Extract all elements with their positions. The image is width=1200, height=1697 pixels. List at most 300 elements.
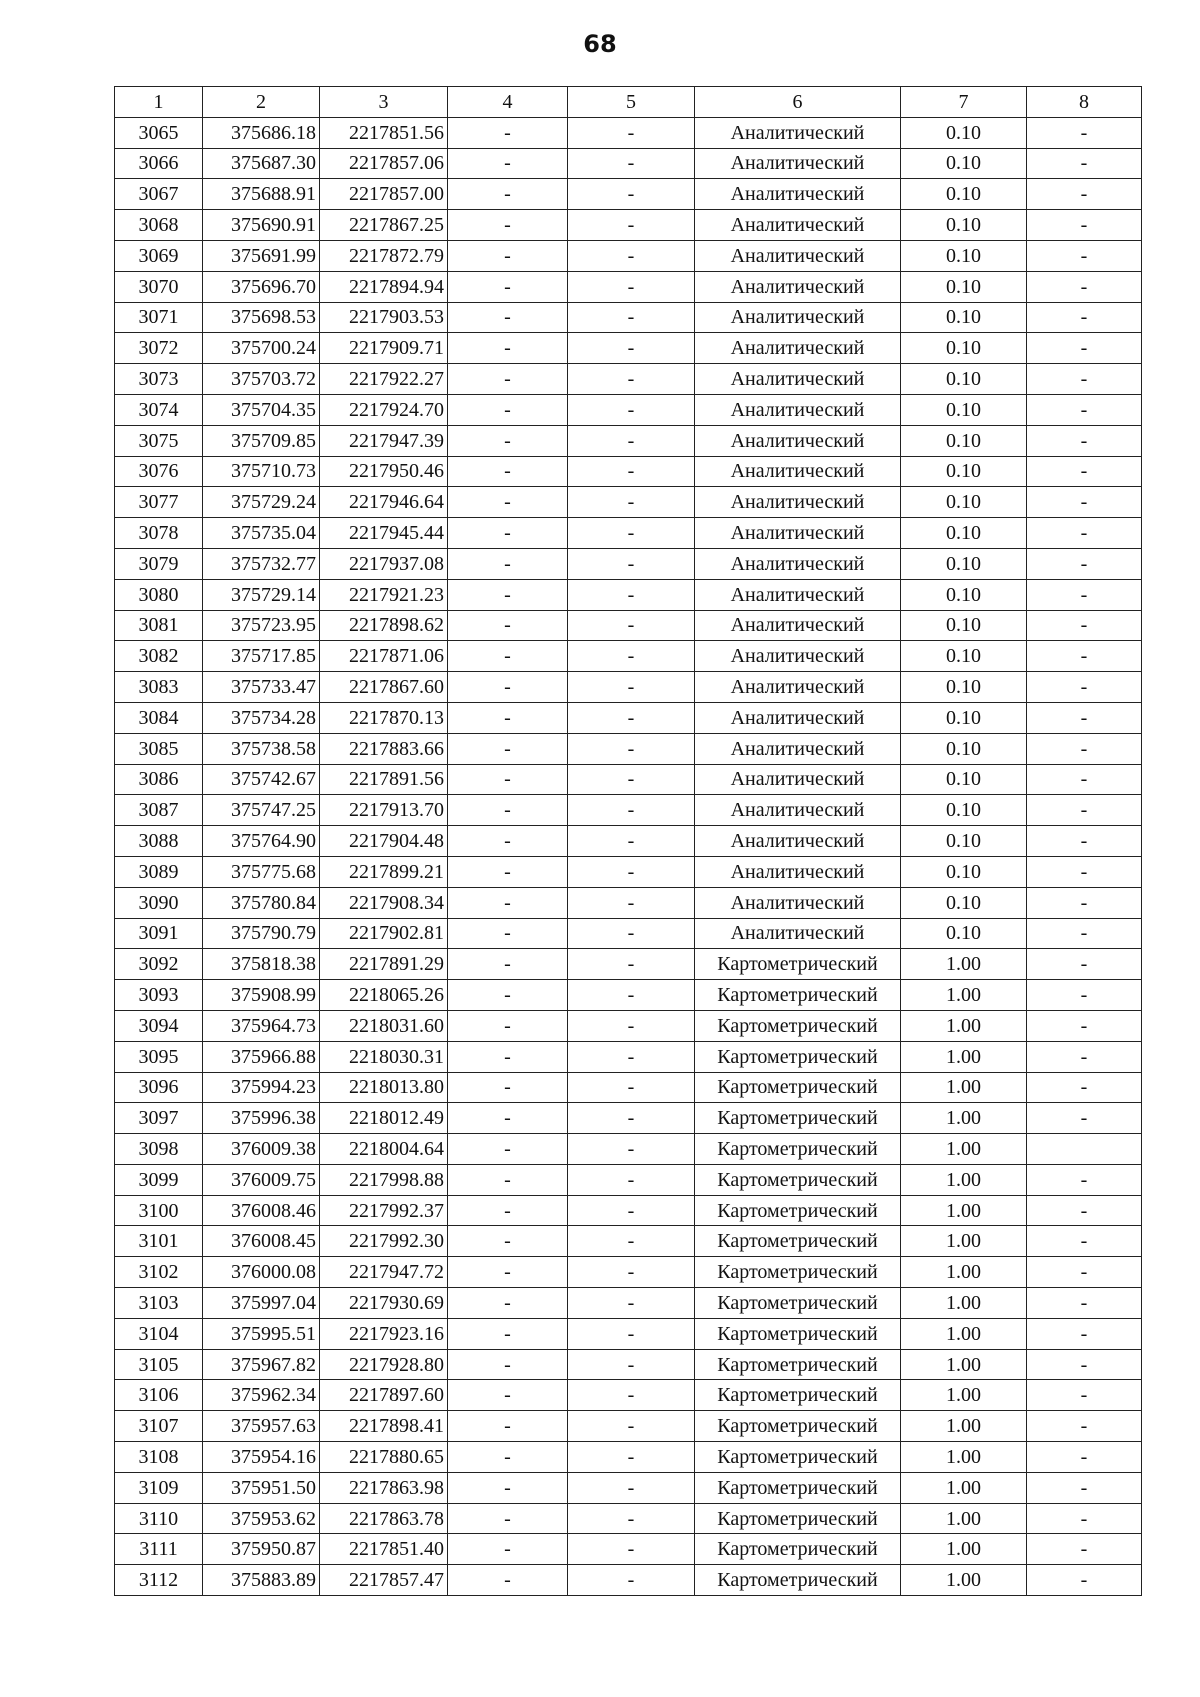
x-coordinate-cell: 375996.38: [203, 1103, 320, 1134]
x-coordinate-cell: 375966.88: [203, 1041, 320, 1072]
table-row: [115, 1349, 1142, 1380]
accuracy-cell: 1.00: [901, 1349, 1027, 1380]
accuracy-cell: 0.10: [901, 394, 1027, 425]
col8-cell: -: [1027, 795, 1142, 826]
point-number-cell: 3088: [115, 826, 203, 857]
col5-cell: -: [568, 949, 695, 980]
col4-cell: -: [448, 394, 568, 425]
y-coordinate-cell: 2217904.48: [320, 826, 448, 857]
x-coordinate-cell: 375723.95: [203, 610, 320, 641]
col4-cell: -: [448, 1503, 568, 1534]
table-row: [115, 1503, 1142, 1534]
table-row: [115, 1072, 1142, 1103]
y-coordinate-cell: 2217992.37: [320, 1195, 448, 1226]
y-coordinate-cell: 2217867.60: [320, 672, 448, 703]
col8-cell: -: [1027, 240, 1142, 271]
col8-cell: -: [1027, 702, 1142, 733]
col4-cell: -: [448, 333, 568, 364]
col5-cell: -: [568, 1195, 695, 1226]
point-number-cell: 3087: [115, 795, 203, 826]
col4-cell: -: [448, 148, 568, 179]
col5-cell: -: [568, 1503, 695, 1534]
accuracy-cell: 1.00: [901, 1257, 1027, 1288]
x-coordinate-cell: 375964.73: [203, 1010, 320, 1041]
col5-cell: -: [568, 117, 695, 148]
x-coordinate-cell: 375883.89: [203, 1565, 320, 1596]
y-coordinate-cell: 2217857.47: [320, 1565, 448, 1596]
col4-cell: -: [448, 702, 568, 733]
y-coordinate-cell: 2217908.34: [320, 887, 448, 918]
y-coordinate-cell: 2217898.41: [320, 1411, 448, 1442]
col5-cell: -: [568, 364, 695, 395]
accuracy-cell: 1.00: [901, 1195, 1027, 1226]
col5-cell: -: [568, 795, 695, 826]
col5-cell: -: [568, 1103, 695, 1134]
y-coordinate-cell: 2218004.64: [320, 1134, 448, 1165]
y-coordinate-cell: 2217883.66: [320, 733, 448, 764]
col5-cell: -: [568, 548, 695, 579]
point-number-cell: 3077: [115, 487, 203, 518]
point-number-cell: 3093: [115, 980, 203, 1011]
col5-cell: -: [568, 826, 695, 857]
y-coordinate-cell: 2217913.70: [320, 795, 448, 826]
point-number-cell: 3103: [115, 1288, 203, 1319]
table-row: [115, 579, 1142, 610]
accuracy-cell: 1.00: [901, 1503, 1027, 1534]
col5-cell: -: [568, 1442, 695, 1473]
method-cell: Аналитический: [695, 641, 901, 672]
table-row: [115, 1472, 1142, 1503]
col8-cell: -: [1027, 1503, 1142, 1534]
col5-cell: -: [568, 1072, 695, 1103]
point-number-cell: 3075: [115, 425, 203, 456]
table-row: [115, 487, 1142, 518]
col5-cell: -: [568, 1349, 695, 1380]
accuracy-cell: 0.10: [901, 456, 1027, 487]
col4-cell: -: [448, 210, 568, 241]
col8-cell: -: [1027, 1318, 1142, 1349]
col8-cell: -: [1027, 518, 1142, 549]
table-row: [115, 641, 1142, 672]
point-number-cell: 3084: [115, 702, 203, 733]
y-coordinate-cell: 2217950.46: [320, 456, 448, 487]
col4-cell: -: [448, 1565, 568, 1596]
x-coordinate-cell: 375688.91: [203, 179, 320, 210]
accuracy-cell: 0.10: [901, 518, 1027, 549]
col4-cell: -: [448, 240, 568, 271]
col8-cell: -: [1027, 302, 1142, 333]
method-cell: Аналитический: [695, 333, 901, 364]
method-cell: Картометрический: [695, 1349, 901, 1380]
col8-cell: -: [1027, 672, 1142, 703]
accuracy-cell: 0.10: [901, 487, 1027, 518]
point-number-cell: 3110: [115, 1503, 203, 1534]
page-number: 68: [583, 30, 617, 58]
x-coordinate-cell: 375775.68: [203, 856, 320, 887]
col4-cell: -: [448, 1010, 568, 1041]
x-coordinate-cell: 375818.38: [203, 949, 320, 980]
col8-cell: [1027, 1134, 1142, 1165]
col8-cell: -: [1027, 764, 1142, 795]
y-coordinate-cell: 2217851.56: [320, 117, 448, 148]
x-coordinate-cell: 375995.51: [203, 1318, 320, 1349]
col5-cell: -: [568, 425, 695, 456]
point-number-cell: 3096: [115, 1072, 203, 1103]
column-header: 2: [203, 87, 320, 118]
y-coordinate-cell: 2217992.30: [320, 1226, 448, 1257]
y-coordinate-cell: 2217851.40: [320, 1534, 448, 1565]
table-row: [115, 1380, 1142, 1411]
method-cell: Аналитический: [695, 487, 901, 518]
accuracy-cell: 0.10: [901, 918, 1027, 949]
col4-cell: -: [448, 856, 568, 887]
point-number-cell: 3072: [115, 333, 203, 364]
y-coordinate-cell: 2217903.53: [320, 302, 448, 333]
method-cell: Аналитический: [695, 425, 901, 456]
accuracy-cell: 0.10: [901, 887, 1027, 918]
accuracy-cell: 1.00: [901, 1164, 1027, 1195]
col8-cell: -: [1027, 1565, 1142, 1596]
x-coordinate-cell: 375704.35: [203, 394, 320, 425]
x-coordinate-cell: 375962.34: [203, 1380, 320, 1411]
col8-cell: -: [1027, 610, 1142, 641]
table-row: [115, 1565, 1142, 1596]
col4-cell: -: [448, 456, 568, 487]
col8-cell: -: [1027, 394, 1142, 425]
accuracy-cell: 0.10: [901, 425, 1027, 456]
y-coordinate-cell: 2217945.44: [320, 518, 448, 549]
accuracy-cell: 0.10: [901, 302, 1027, 333]
method-cell: Картометрический: [695, 949, 901, 980]
col8-cell: -: [1027, 949, 1142, 980]
x-coordinate-cell: 375690.91: [203, 210, 320, 241]
table-row: [115, 1226, 1142, 1257]
col4-cell: -: [448, 518, 568, 549]
y-coordinate-cell: 2217867.25: [320, 210, 448, 241]
point-number-cell: 3092: [115, 949, 203, 980]
accuracy-cell: 1.00: [901, 949, 1027, 980]
accuracy-cell: 1.00: [901, 1103, 1027, 1134]
table-row: [115, 856, 1142, 887]
col5-cell: -: [568, 210, 695, 241]
method-cell: Аналитический: [695, 394, 901, 425]
column-header: 5: [568, 87, 695, 118]
col4-cell: -: [448, 1041, 568, 1072]
method-cell: Картометрический: [695, 1103, 901, 1134]
col5-cell: -: [568, 1134, 695, 1165]
y-coordinate-cell: 2217898.62: [320, 610, 448, 641]
column-header: 3: [320, 87, 448, 118]
x-coordinate-cell: 375691.99: [203, 240, 320, 271]
point-number-cell: 3111: [115, 1534, 203, 1565]
col4-cell: -: [448, 1442, 568, 1473]
y-coordinate-cell: 2217928.80: [320, 1349, 448, 1380]
x-coordinate-cell: 375729.14: [203, 579, 320, 610]
accuracy-cell: 0.10: [901, 210, 1027, 241]
point-number-cell: 3066: [115, 148, 203, 179]
col8-cell: -: [1027, 1349, 1142, 1380]
col5-cell: -: [568, 456, 695, 487]
col5-cell: -: [568, 1226, 695, 1257]
col4-cell: -: [448, 641, 568, 672]
accuracy-cell: 1.00: [901, 980, 1027, 1011]
x-coordinate-cell: 375790.79: [203, 918, 320, 949]
method-cell: Аналитический: [695, 456, 901, 487]
table-row: [115, 1318, 1142, 1349]
y-coordinate-cell: 2217863.78: [320, 1503, 448, 1534]
accuracy-cell: 1.00: [901, 1534, 1027, 1565]
method-cell: Аналитический: [695, 887, 901, 918]
col4-cell: -: [448, 1103, 568, 1134]
method-cell: Аналитический: [695, 702, 901, 733]
x-coordinate-cell: 375738.58: [203, 733, 320, 764]
col4-cell: -: [448, 826, 568, 857]
point-number-cell: 3069: [115, 240, 203, 271]
col5-cell: -: [568, 1380, 695, 1411]
point-number-cell: 3089: [115, 856, 203, 887]
col5-cell: -: [568, 148, 695, 179]
col5-cell: -: [568, 579, 695, 610]
col4-cell: -: [448, 1380, 568, 1411]
table-row: [115, 210, 1142, 241]
y-coordinate-cell: 2218012.49: [320, 1103, 448, 1134]
x-coordinate-cell: 375994.23: [203, 1072, 320, 1103]
table-row: [115, 179, 1142, 210]
col5-cell: -: [568, 240, 695, 271]
y-coordinate-cell: 2217870.13: [320, 702, 448, 733]
point-number-cell: 3094: [115, 1010, 203, 1041]
method-cell: Аналитический: [695, 210, 901, 241]
col4-cell: -: [448, 364, 568, 395]
y-coordinate-cell: 2217871.06: [320, 641, 448, 672]
accuracy-cell: 1.00: [901, 1380, 1027, 1411]
table-row: [115, 733, 1142, 764]
col8-cell: -: [1027, 1195, 1142, 1226]
col5-cell: -: [568, 1318, 695, 1349]
point-number-cell: 3081: [115, 610, 203, 641]
col8-cell: -: [1027, 1010, 1142, 1041]
y-coordinate-cell: 2217998.88: [320, 1164, 448, 1195]
point-number-cell: 3100: [115, 1195, 203, 1226]
x-coordinate-cell: 376009.75: [203, 1164, 320, 1195]
table-row: [115, 548, 1142, 579]
table-row: [115, 1103, 1142, 1134]
col5-cell: -: [568, 1164, 695, 1195]
col8-cell: -: [1027, 856, 1142, 887]
col4-cell: -: [448, 1195, 568, 1226]
table-row: [115, 1411, 1142, 1442]
y-coordinate-cell: 2218013.80: [320, 1072, 448, 1103]
accuracy-cell: 0.10: [901, 641, 1027, 672]
method-cell: Аналитический: [695, 548, 901, 579]
col5-cell: -: [568, 918, 695, 949]
point-number-cell: 3106: [115, 1380, 203, 1411]
point-number-cell: 3104: [115, 1318, 203, 1349]
method-cell: Аналитический: [695, 579, 901, 610]
accuracy-cell: 0.10: [901, 179, 1027, 210]
point-number-cell: 3098: [115, 1134, 203, 1165]
col8-cell: -: [1027, 487, 1142, 518]
method-cell: Картометрический: [695, 1288, 901, 1319]
method-cell: Картометрический: [695, 1534, 901, 1565]
method-cell: Аналитический: [695, 179, 901, 210]
accuracy-cell: 1.00: [901, 1565, 1027, 1596]
table-row: [115, 518, 1142, 549]
col8-cell: -: [1027, 1472, 1142, 1503]
col5-cell: -: [568, 333, 695, 364]
method-cell: Картометрический: [695, 1565, 901, 1596]
column-header: 1: [115, 87, 203, 118]
column-header: 7: [901, 87, 1027, 118]
y-coordinate-cell: 2217902.81: [320, 918, 448, 949]
point-number-cell: 3095: [115, 1041, 203, 1072]
method-cell: Аналитический: [695, 302, 901, 333]
accuracy-cell: 0.10: [901, 271, 1027, 302]
point-number-cell: 3086: [115, 764, 203, 795]
method-cell: Аналитический: [695, 764, 901, 795]
x-coordinate-cell: 375957.63: [203, 1411, 320, 1442]
y-coordinate-cell: 2217937.08: [320, 548, 448, 579]
x-coordinate-cell: 375951.50: [203, 1472, 320, 1503]
y-coordinate-cell: 2217947.39: [320, 425, 448, 456]
point-number-cell: 3109: [115, 1472, 203, 1503]
accuracy-cell: 0.10: [901, 826, 1027, 857]
y-coordinate-cell: 2217857.00: [320, 179, 448, 210]
x-coordinate-cell: 375729.24: [203, 487, 320, 518]
x-coordinate-cell: 375735.04: [203, 518, 320, 549]
col8-cell: -: [1027, 179, 1142, 210]
col8-cell: -: [1027, 1380, 1142, 1411]
col8-cell: -: [1027, 826, 1142, 857]
method-cell: Картометрический: [695, 1010, 901, 1041]
col4-cell: -: [448, 548, 568, 579]
y-coordinate-cell: 2217909.71: [320, 333, 448, 364]
accuracy-cell: 0.10: [901, 733, 1027, 764]
col4-cell: -: [448, 579, 568, 610]
table-row: [115, 1257, 1142, 1288]
table-row: [115, 1534, 1142, 1565]
col5-cell: -: [568, 518, 695, 549]
accuracy-cell: 0.10: [901, 764, 1027, 795]
x-coordinate-cell: 376008.45: [203, 1226, 320, 1257]
x-coordinate-cell: 375742.67: [203, 764, 320, 795]
method-cell: Картометрический: [695, 980, 901, 1011]
y-coordinate-cell: 2218065.26: [320, 980, 448, 1011]
table-row: [115, 826, 1142, 857]
column-header: 8: [1027, 87, 1142, 118]
point-number-cell: 3080: [115, 579, 203, 610]
method-cell: Картометрический: [695, 1257, 901, 1288]
point-number-cell: 3091: [115, 918, 203, 949]
table-row: [115, 425, 1142, 456]
col5-cell: -: [568, 610, 695, 641]
col5-cell: -: [568, 271, 695, 302]
col5-cell: -: [568, 702, 695, 733]
y-coordinate-cell: 2217880.65: [320, 1442, 448, 1473]
point-number-cell: 3079: [115, 548, 203, 579]
method-cell: Аналитический: [695, 240, 901, 271]
col4-cell: -: [448, 1134, 568, 1165]
point-number-cell: 3083: [115, 672, 203, 703]
x-coordinate-cell: 375698.53: [203, 302, 320, 333]
y-coordinate-cell: 2218030.31: [320, 1041, 448, 1072]
col4-cell: -: [448, 1349, 568, 1380]
accuracy-cell: 0.10: [901, 702, 1027, 733]
y-coordinate-cell: 2217897.60: [320, 1380, 448, 1411]
y-coordinate-cell: 2217924.70: [320, 394, 448, 425]
col8-cell: -: [1027, 1103, 1142, 1134]
table-row: [115, 764, 1142, 795]
col5-cell: -: [568, 1534, 695, 1565]
x-coordinate-cell: 375734.28: [203, 702, 320, 733]
accuracy-cell: 0.10: [901, 579, 1027, 610]
column-header: 4: [448, 87, 568, 118]
col8-cell: -: [1027, 1226, 1142, 1257]
table-row: [115, 672, 1142, 703]
col8-cell: -: [1027, 1164, 1142, 1195]
col4-cell: -: [448, 1411, 568, 1442]
method-cell: Аналитический: [695, 610, 901, 641]
x-coordinate-cell: 375696.70: [203, 271, 320, 302]
y-coordinate-cell: 2217894.94: [320, 271, 448, 302]
point-number-cell: 3107: [115, 1411, 203, 1442]
point-number-cell: 3065: [115, 117, 203, 148]
col4-cell: -: [448, 1072, 568, 1103]
accuracy-cell: 1.00: [901, 1072, 1027, 1103]
table-header-row: [115, 87, 1142, 118]
col4-cell: -: [448, 1472, 568, 1503]
col5-cell: -: [568, 487, 695, 518]
table-row: [115, 795, 1142, 826]
y-coordinate-cell: 2217947.72: [320, 1257, 448, 1288]
col4-cell: -: [448, 672, 568, 703]
method-cell: Аналитический: [695, 271, 901, 302]
method-cell: Картометрический: [695, 1226, 901, 1257]
col8-cell: -: [1027, 333, 1142, 364]
x-coordinate-cell: 375687.30: [203, 148, 320, 179]
point-number-cell: 3097: [115, 1103, 203, 1134]
accuracy-cell: 1.00: [901, 1041, 1027, 1072]
method-cell: Аналитический: [695, 518, 901, 549]
x-coordinate-cell: 375709.85: [203, 425, 320, 456]
col4-cell: -: [448, 918, 568, 949]
table-row: [115, 1288, 1142, 1319]
col8-cell: -: [1027, 271, 1142, 302]
col5-cell: -: [568, 394, 695, 425]
table-row: [115, 148, 1142, 179]
point-number-cell: 3078: [115, 518, 203, 549]
col8-cell: -: [1027, 641, 1142, 672]
accuracy-cell: 1.00: [901, 1318, 1027, 1349]
col4-cell: -: [448, 949, 568, 980]
method-cell: Аналитический: [695, 733, 901, 764]
accuracy-cell: 1.00: [901, 1010, 1027, 1041]
y-coordinate-cell: 2217872.79: [320, 240, 448, 271]
x-coordinate-cell: 376008.46: [203, 1195, 320, 1226]
col8-cell: -: [1027, 117, 1142, 148]
table-body: [115, 117, 1142, 1595]
col5-cell: -: [568, 1411, 695, 1442]
col4-cell: -: [448, 733, 568, 764]
method-cell: Картометрический: [695, 1411, 901, 1442]
accuracy-cell: 0.10: [901, 240, 1027, 271]
point-number-cell: 3070: [115, 271, 203, 302]
column-header: 6: [695, 87, 901, 118]
col4-cell: -: [448, 980, 568, 1011]
col8-cell: -: [1027, 1072, 1142, 1103]
x-coordinate-cell: 375764.90: [203, 826, 320, 857]
col4-cell: -: [448, 764, 568, 795]
